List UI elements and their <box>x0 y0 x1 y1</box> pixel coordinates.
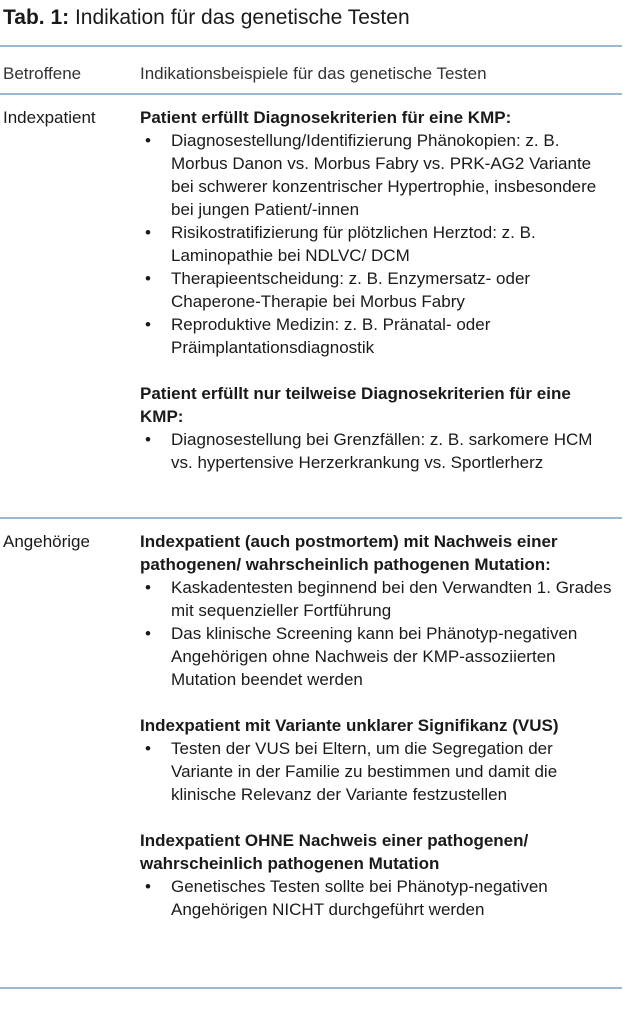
bullet-icon: • <box>145 624 151 643</box>
bullet-text: Genetisches Testen sollte bei Phänotyp-negativen Angehörigen NICHT durchgeführt werden <box>171 877 548 919</box>
bullet-item <box>140 267 618 313</box>
indication-block <box>140 106 618 359</box>
bullet-item <box>140 737 618 806</box>
bullet-item <box>140 622 618 691</box>
bullet-list <box>140 737 618 806</box>
bullet-icon: • <box>145 131 151 150</box>
table-title-text: Indikation für das genetische Testen <box>69 6 410 29</box>
bullet-item <box>140 221 618 267</box>
bullet-icon: • <box>145 269 151 288</box>
bullet-text: Reproduktive Medizin: z. B. Pränatal- oder Präimplantationsdiagnostik <box>171 315 491 357</box>
rule-bottom <box>0 987 622 989</box>
bullet-text: Therapieentscheidung: z. B. Enzymersatz- oder Chaperone-Therapie bei Morbus Fabry <box>171 269 531 311</box>
row-label-indexpatient: Indexpatient <box>3 108 96 127</box>
bullet-icon: • <box>145 430 151 449</box>
bullet-icon: • <box>145 315 151 334</box>
table-title <box>3 5 410 31</box>
bullet-icon: • <box>145 877 151 896</box>
indication-block <box>140 530 618 691</box>
block-heading: Indexpatient (auch postmortem) mit Nachweis einer pathogenen/ wahrscheinlich pathogenen Mutation: <box>140 532 558 574</box>
row-label-angehoerige: Angehörige <box>3 532 90 551</box>
bullet-list <box>140 428 618 474</box>
bullet-icon: • <box>145 739 151 758</box>
bullet-icon: • <box>145 578 151 597</box>
row-content-angehoerige <box>140 530 618 921</box>
bullet-text: Risikostratifizierung für plötzlichen Herztod: z. B. Laminopathie bei NDLVC/ DCM <box>171 223 536 265</box>
rule-row-separator <box>0 517 622 519</box>
rule-header <box>0 93 622 95</box>
rule-top <box>0 45 622 47</box>
header-col-indikationsbeispiele: Indikationsbeispiele für das genetische Testen <box>140 64 487 83</box>
bullet-text: Diagnosestellung bei Grenzfällen: z. B. sarkomere HCM vs. hypertensive Herzerkrankung vs. Sportlerherz <box>171 430 593 472</box>
bullet-item <box>140 129 618 221</box>
block-heading: Patient erfüllt Diagnosekriterien für eine KMP: <box>140 108 512 127</box>
bullet-text: Testen der VUS bei Eltern, um die Segregation der Variante in der Familie zu bestimmen und damit die klinische Relevanz der Variante festzustellen <box>171 739 558 804</box>
bullet-list <box>140 875 618 921</box>
bullet-text: Diagnosestellung/Identifizierung Phänokopien: z. B. Morbus Danon vs. Morbus Fabry vs. PRK-AG2 Variante bei schwerer konzentrischer Hypertrophie, insbesondere bei jungen Patient/-innen <box>171 131 597 219</box>
indication-block <box>140 382 618 474</box>
bullet-item <box>140 428 618 474</box>
row-content-indexpatient <box>140 106 618 474</box>
indication-block <box>140 829 618 921</box>
bullet-list <box>140 576 618 691</box>
block-heading: Patient erfüllt nur teilweise Diagnosekriterien für eine KMP: <box>140 384 571 426</box>
bullet-item <box>140 313 618 359</box>
block-heading: Indexpatient OHNE Nachweis einer pathogenen/ wahrscheinlich pathogenen Mutation <box>140 831 529 873</box>
bullet-list <box>140 129 618 359</box>
indication-block <box>140 714 618 806</box>
block-heading: Indexpatient mit Variante unklarer Signifikanz (VUS) <box>140 716 559 735</box>
bullet-item <box>140 875 618 921</box>
bullet-item <box>140 576 618 622</box>
bullet-text: Das klinische Screening kann bei Phänotyp-negativen Angehörigen ohne Nachweis der KMP-assoziierten Mutation beendet werden <box>171 624 578 689</box>
header-col-betroffene: Betroffene <box>3 64 82 83</box>
table-number: Tab. 1: <box>3 6 70 29</box>
bullet-icon: • <box>145 223 151 242</box>
bullet-text: Kaskadentesten beginnend bei den Verwandten 1. Grades mit sequenzieller Fortführung <box>171 578 612 620</box>
